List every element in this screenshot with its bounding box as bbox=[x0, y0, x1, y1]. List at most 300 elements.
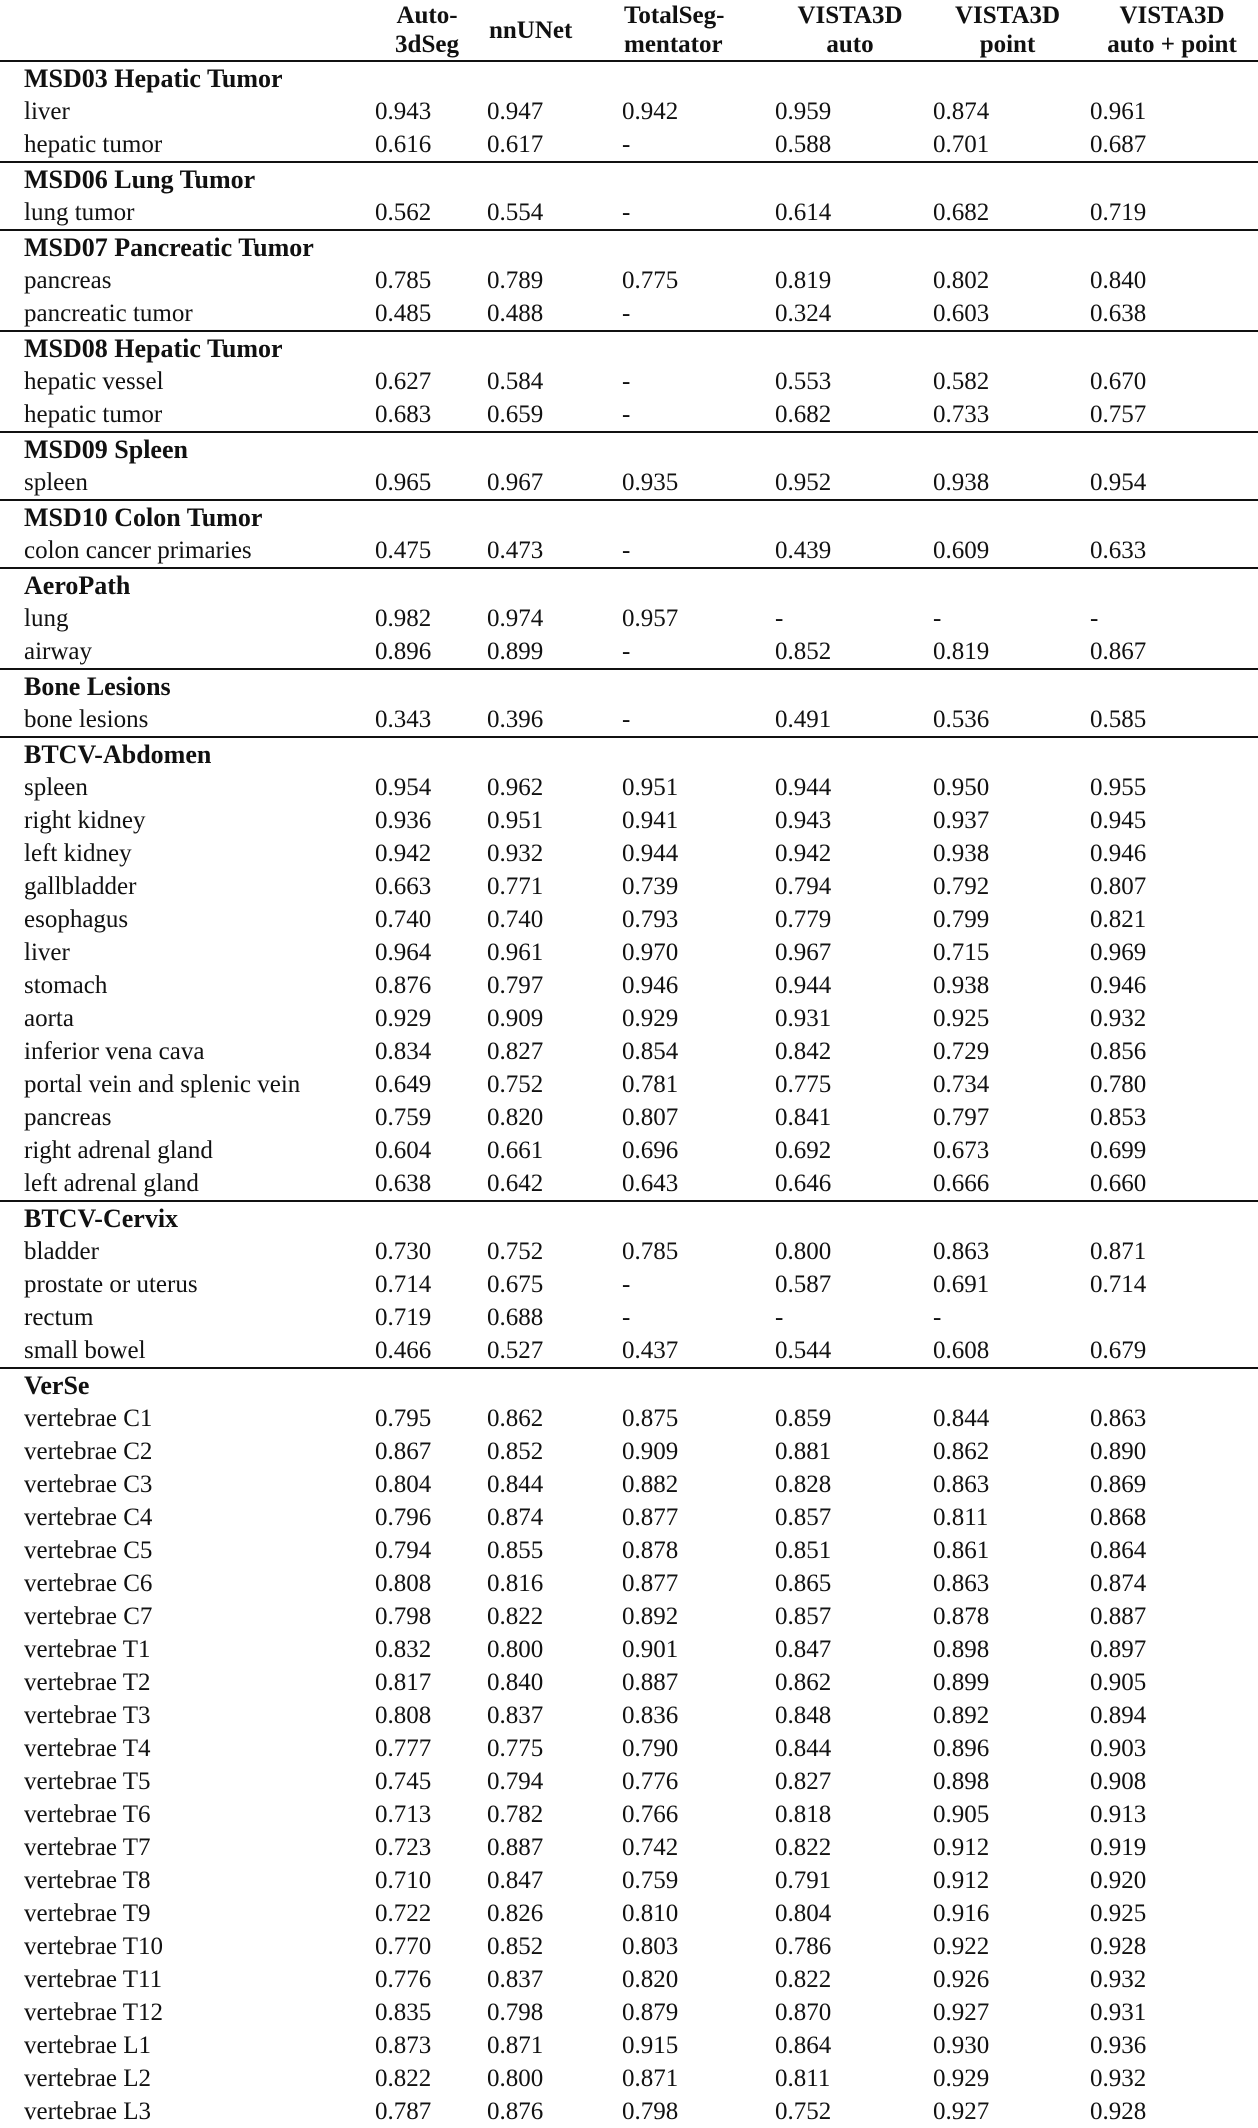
cell-nnunet: 0.909 bbox=[487, 1005, 544, 1032]
row-label: hepatic vessel bbox=[24, 368, 164, 395]
cell-auto3dseg: 0.475 bbox=[375, 537, 432, 564]
cell-auto3dseg: 0.832 bbox=[375, 1636, 432, 1663]
cell-vista3d-auto-point: 0.719 bbox=[1090, 199, 1147, 226]
table-row bbox=[0, 1567, 1258, 1600]
cell-auto3dseg: 0.822 bbox=[375, 2065, 432, 2092]
cell-vista3d-auto: 0.786 bbox=[775, 1933, 832, 1960]
row-label: inferior vena cava bbox=[24, 1038, 205, 1065]
cell-vista3d-auto: 0.931 bbox=[775, 1005, 832, 1032]
table-row bbox=[0, 771, 1258, 804]
cell-vista3d-point: 0.603 bbox=[933, 300, 990, 327]
row-label: vertebrae L2 bbox=[24, 2065, 152, 2092]
group-row bbox=[0, 432, 1258, 466]
cell-nnunet: 0.852 bbox=[487, 1933, 544, 1960]
cell-auto3dseg: 0.714 bbox=[375, 1271, 432, 1298]
cell-nnunet: 0.874 bbox=[487, 1504, 544, 1531]
table-row bbox=[0, 1167, 1258, 1201]
group-row bbox=[0, 162, 1258, 196]
cell-nnunet: 0.855 bbox=[487, 1537, 544, 1564]
cell-totalsegmentator: 0.793 bbox=[622, 906, 679, 933]
group-title: MSD09 Spleen bbox=[0, 432, 1258, 466]
cell-totalsegmentator: - bbox=[622, 300, 631, 327]
cell-vista3d-point: 0.912 bbox=[933, 1834, 990, 1861]
cell-vista3d-point: 0.863 bbox=[933, 1570, 990, 1597]
group-title: MSD10 Colon Tumor bbox=[0, 500, 1258, 534]
table-row bbox=[0, 635, 1258, 669]
cell-nnunet: 0.675 bbox=[487, 1271, 544, 1298]
cell-vista3d-auto-point: 0.585 bbox=[1090, 706, 1147, 733]
cell-vista3d-auto-point: 0.925 bbox=[1090, 1900, 1147, 1927]
group-title: MSD03 Hepatic Tumor bbox=[0, 61, 1258, 95]
cell-vista3d-point: 0.938 bbox=[933, 840, 990, 867]
cell-vista3d-auto: 0.491 bbox=[775, 706, 832, 733]
cell-totalsegmentator: - bbox=[622, 638, 631, 665]
row-label: right adrenal gland bbox=[24, 1137, 213, 1164]
row-label: airway bbox=[24, 638, 93, 665]
table-row bbox=[0, 1002, 1258, 1035]
cell-auto3dseg: 0.777 bbox=[375, 1735, 432, 1762]
cell-vista3d-auto-point: 0.714 bbox=[1090, 1271, 1147, 1298]
cell-vista3d-point: 0.799 bbox=[933, 906, 990, 933]
cell-totalsegmentator: - bbox=[622, 1271, 631, 1298]
table-row bbox=[0, 1831, 1258, 1864]
cell-totalsegmentator: 0.810 bbox=[622, 1900, 679, 1927]
cell-nnunet: 0.798 bbox=[487, 1999, 544, 2026]
cell-vista3d-auto-point: 0.887 bbox=[1090, 1603, 1147, 1630]
cell-totalsegmentator: 0.739 bbox=[622, 873, 679, 900]
table-row bbox=[0, 1334, 1258, 1368]
cell-auto3dseg: 0.627 bbox=[375, 368, 432, 395]
table-row bbox=[0, 804, 1258, 837]
row-label: vertebrae C5 bbox=[24, 1537, 153, 1564]
cell-auto3dseg: 0.466 bbox=[375, 1337, 432, 1364]
cell-vista3d-auto-point: 0.936 bbox=[1090, 2032, 1147, 2059]
cell-vista3d-point: 0.922 bbox=[933, 1933, 990, 1960]
table-row bbox=[0, 2062, 1258, 2095]
cell-vista3d-auto: 0.862 bbox=[775, 1669, 832, 1696]
cell-totalsegmentator: 0.836 bbox=[622, 1702, 679, 1729]
table-row bbox=[0, 2095, 1258, 2128]
cell-vista3d-auto-point: 0.780 bbox=[1090, 1071, 1147, 1098]
cell-totalsegmentator: 0.887 bbox=[622, 1669, 679, 1696]
cell-vista3d-auto-point: 0.868 bbox=[1090, 1504, 1147, 1531]
cell-auto3dseg: 0.817 bbox=[375, 1669, 432, 1696]
cell-totalsegmentator: 0.820 bbox=[622, 1966, 679, 1993]
row-label: spleen bbox=[24, 774, 88, 801]
row-label: right kidney bbox=[24, 807, 146, 834]
group-title: MSD07 Pancreatic Tumor bbox=[0, 230, 1258, 264]
cell-vista3d-auto: 0.943 bbox=[775, 807, 832, 834]
cell-totalsegmentator: 0.776 bbox=[622, 1768, 679, 1795]
cell-nnunet: 0.584 bbox=[487, 368, 544, 395]
table-row bbox=[0, 1402, 1258, 1435]
cell-auto3dseg: 0.795 bbox=[375, 1405, 432, 1432]
cell-vista3d-auto: 0.587 bbox=[775, 1271, 832, 1298]
cell-totalsegmentator: 0.929 bbox=[622, 1005, 679, 1032]
cell-vista3d-point: 0.863 bbox=[933, 1471, 990, 1498]
cell-totalsegmentator: - bbox=[622, 1304, 631, 1331]
cell-nnunet: 0.740 bbox=[487, 906, 544, 933]
cell-vista3d-auto-point bbox=[1086, 1301, 1258, 1334]
cell-auto3dseg: 0.759 bbox=[375, 1104, 432, 1131]
cell-vista3d-auto: 0.944 bbox=[775, 774, 832, 801]
row-label: vertebrae T8 bbox=[24, 1867, 151, 1894]
table-row bbox=[0, 1666, 1258, 1699]
cell-vista3d-auto-point: 0.932 bbox=[1090, 2065, 1147, 2092]
table-row bbox=[0, 1633, 1258, 1666]
cell-auto3dseg: 0.683 bbox=[375, 401, 432, 428]
cell-auto3dseg: 0.730 bbox=[375, 1238, 432, 1265]
group-row bbox=[0, 669, 1258, 703]
cell-nnunet: 0.961 bbox=[487, 939, 544, 966]
group-row bbox=[0, 61, 1258, 95]
cell-vista3d-point: 0.608 bbox=[933, 1337, 990, 1364]
cell-vista3d-auto: 0.865 bbox=[775, 1570, 832, 1597]
cell-vista3d-auto-point: 0.869 bbox=[1090, 1471, 1147, 1498]
cell-vista3d-auto-point: 0.955 bbox=[1090, 774, 1147, 801]
cell-vista3d-point: 0.729 bbox=[933, 1038, 990, 1065]
cell-vista3d-auto-point: 0.894 bbox=[1090, 1702, 1147, 1729]
cell-auto3dseg: 0.638 bbox=[375, 1170, 432, 1197]
row-label: portal vein and splenic vein bbox=[24, 1071, 301, 1098]
cell-auto3dseg: 0.616 bbox=[375, 131, 432, 158]
table-row bbox=[0, 1732, 1258, 1765]
row-label: hepatic tumor bbox=[24, 131, 163, 158]
table-row bbox=[0, 1301, 1258, 1334]
table-row bbox=[0, 466, 1258, 500]
cell-auto3dseg: 0.722 bbox=[375, 1900, 432, 1927]
cell-vista3d-auto: 0.752 bbox=[775, 2098, 832, 2125]
cell-vista3d-auto-point: 0.757 bbox=[1090, 401, 1147, 428]
row-label: vertebrae T10 bbox=[24, 1933, 164, 1960]
cell-totalsegmentator: 0.892 bbox=[622, 1603, 679, 1630]
group-row bbox=[0, 737, 1258, 771]
row-label: spleen bbox=[24, 469, 88, 496]
cell-totalsegmentator: 0.877 bbox=[622, 1504, 679, 1531]
cell-vista3d-auto-point: 0.821 bbox=[1090, 906, 1147, 933]
cell-auto3dseg: 0.787 bbox=[375, 2098, 432, 2125]
cell-nnunet: 0.642 bbox=[487, 1170, 544, 1197]
cell-vista3d-auto-point: 0.932 bbox=[1090, 1966, 1147, 1993]
cell-vista3d-auto-point: 0.903 bbox=[1090, 1735, 1147, 1762]
row-label: liver bbox=[24, 939, 70, 966]
cell-auto3dseg: 0.982 bbox=[375, 605, 432, 632]
cell-vista3d-auto-point: 0.932 bbox=[1090, 1005, 1147, 1032]
cell-nnunet: 0.775 bbox=[487, 1735, 544, 1762]
cell-vista3d-auto-point: 0.856 bbox=[1090, 1038, 1147, 1065]
cell-vista3d-point: 0.536 bbox=[933, 706, 990, 733]
cell-vista3d-point: 0.582 bbox=[933, 368, 990, 395]
cell-vista3d-auto-point: 0.931 bbox=[1090, 1999, 1147, 2026]
cell-vista3d-auto-point: 0.961 bbox=[1090, 98, 1147, 125]
cell-totalsegmentator: - bbox=[622, 199, 631, 226]
cell-nnunet: 0.617 bbox=[487, 131, 544, 158]
cell-auto3dseg: 0.943 bbox=[375, 98, 432, 125]
row-label: left kidney bbox=[24, 840, 132, 867]
cell-auto3dseg: 0.713 bbox=[375, 1801, 432, 1828]
table-row bbox=[0, 870, 1258, 903]
cell-vista3d-auto-point: 0.913 bbox=[1090, 1801, 1147, 1828]
group-title: BTCV-Cervix bbox=[0, 1201, 1258, 1235]
cell-vista3d-auto: 0.841 bbox=[775, 1104, 832, 1131]
header-vista3d-point: VISTA3D point bbox=[954, 2, 1061, 58]
cell-nnunet: 0.820 bbox=[487, 1104, 544, 1131]
cell-nnunet: 0.752 bbox=[487, 1071, 544, 1098]
cell-vista3d-auto-point: 0.946 bbox=[1090, 840, 1147, 867]
cell-nnunet: 0.974 bbox=[487, 605, 544, 632]
cell-totalsegmentator: 0.785 bbox=[622, 1238, 679, 1265]
group-row bbox=[0, 500, 1258, 534]
row-label: pancreatic tumor bbox=[24, 300, 193, 327]
cell-vista3d-point: - bbox=[933, 1304, 942, 1331]
table-row bbox=[0, 1435, 1258, 1468]
cell-vista3d-auto-point: 0.920 bbox=[1090, 1867, 1147, 1894]
table-row bbox=[0, 602, 1258, 635]
table-row bbox=[0, 969, 1258, 1002]
cell-vista3d-point: 0.925 bbox=[933, 1005, 990, 1032]
cell-nnunet: 0.837 bbox=[487, 1966, 544, 1993]
cell-totalsegmentator: 0.807 bbox=[622, 1104, 679, 1131]
cell-totalsegmentator: 0.942 bbox=[622, 98, 679, 125]
cell-auto3dseg: 0.936 bbox=[375, 807, 432, 834]
cell-vista3d-auto-point: 0.807 bbox=[1090, 873, 1147, 900]
cell-vista3d-auto: 0.779 bbox=[775, 906, 832, 933]
cell-totalsegmentator: 0.901 bbox=[622, 1636, 679, 1663]
cell-auto3dseg: 0.798 bbox=[375, 1603, 432, 1630]
cell-vista3d-auto: 0.800 bbox=[775, 1238, 832, 1265]
cell-totalsegmentator: 0.871 bbox=[622, 2065, 679, 2092]
row-label: vertebrae C3 bbox=[24, 1471, 153, 1498]
cell-auto3dseg: 0.770 bbox=[375, 1933, 432, 1960]
cell-vista3d-point: 0.912 bbox=[933, 1867, 990, 1894]
cell-nnunet: 0.899 bbox=[487, 638, 544, 665]
table-row bbox=[0, 1534, 1258, 1567]
cell-vista3d-point: 0.898 bbox=[933, 1768, 990, 1795]
table-row bbox=[0, 837, 1258, 870]
cell-vista3d-auto-point: 0.946 bbox=[1090, 972, 1147, 999]
table-row bbox=[0, 1699, 1258, 1732]
table-row bbox=[0, 1996, 1258, 2029]
cell-vista3d-auto: 0.553 bbox=[775, 368, 832, 395]
cell-vista3d-point: 0.609 bbox=[933, 537, 990, 564]
cell-totalsegmentator: 0.915 bbox=[622, 2032, 679, 2059]
table-row bbox=[0, 1134, 1258, 1167]
cell-auto3dseg: 0.876 bbox=[375, 972, 432, 999]
cell-vista3d-point: 0.892 bbox=[933, 1702, 990, 1729]
cell-auto3dseg: 0.896 bbox=[375, 638, 432, 665]
cell-vista3d-point: 0.666 bbox=[933, 1170, 990, 1197]
cell-vista3d-auto-point: 0.670 bbox=[1090, 368, 1147, 395]
table-row bbox=[0, 1765, 1258, 1798]
row-label: gallbladder bbox=[24, 873, 137, 900]
header-totalsegmentator: TotalSeg- mentator bbox=[624, 2, 725, 58]
cell-vista3d-auto: 0.967 bbox=[775, 939, 832, 966]
cell-vista3d-auto: 0.848 bbox=[775, 1702, 832, 1729]
cell-nnunet: 0.752 bbox=[487, 1238, 544, 1265]
cell-vista3d-point: 0.916 bbox=[933, 1900, 990, 1927]
cell-vista3d-auto: 0.870 bbox=[775, 1999, 832, 2026]
cell-totalsegmentator: 0.854 bbox=[622, 1038, 679, 1065]
cell-nnunet: 0.827 bbox=[487, 1038, 544, 1065]
row-label: pancreas bbox=[24, 267, 112, 294]
cell-nnunet: 0.797 bbox=[487, 972, 544, 999]
cell-nnunet: 0.871 bbox=[487, 2032, 544, 2059]
row-label: lung tumor bbox=[24, 199, 135, 226]
header-nnunet: nnUNet bbox=[489, 16, 573, 44]
cell-vista3d-auto-point: 0.897 bbox=[1090, 1636, 1147, 1663]
cell-totalsegmentator: 0.759 bbox=[622, 1867, 679, 1894]
cell-auto3dseg: 0.719 bbox=[375, 1304, 432, 1331]
cell-vista3d-auto-point: 0.945 bbox=[1090, 807, 1147, 834]
table-row bbox=[0, 196, 1258, 230]
cell-auto3dseg: 0.929 bbox=[375, 1005, 432, 1032]
cell-auto3dseg: 0.808 bbox=[375, 1702, 432, 1729]
cell-vista3d-auto: 0.791 bbox=[775, 1867, 832, 1894]
group-row bbox=[0, 1201, 1258, 1235]
cell-totalsegmentator: 0.775 bbox=[622, 267, 679, 294]
cell-vista3d-point: 0.930 bbox=[933, 2032, 990, 2059]
cell-totalsegmentator: 0.878 bbox=[622, 1537, 679, 1564]
cell-vista3d-auto-point: 0.928 bbox=[1090, 2098, 1147, 2125]
cell-vista3d-auto: 0.614 bbox=[775, 199, 832, 226]
cell-auto3dseg: 0.794 bbox=[375, 1537, 432, 1564]
row-label: aorta bbox=[24, 1005, 74, 1032]
group-row bbox=[0, 568, 1258, 602]
table-row bbox=[0, 365, 1258, 398]
table-row bbox=[0, 1897, 1258, 1930]
cell-auto3dseg: 0.835 bbox=[375, 1999, 432, 2026]
cell-nnunet: 0.951 bbox=[487, 807, 544, 834]
cell-auto3dseg: 0.965 bbox=[375, 469, 432, 496]
table-row bbox=[0, 903, 1258, 936]
cell-nnunet: 0.967 bbox=[487, 469, 544, 496]
cell-vista3d-auto-point: 0.864 bbox=[1090, 1537, 1147, 1564]
row-label: vertebrae C7 bbox=[24, 1603, 153, 1630]
cell-nnunet: 0.488 bbox=[487, 300, 544, 327]
cell-vista3d-point: 0.937 bbox=[933, 807, 990, 834]
table-row bbox=[0, 1068, 1258, 1101]
cell-nnunet: 0.800 bbox=[487, 1636, 544, 1663]
cell-auto3dseg: 0.954 bbox=[375, 774, 432, 801]
cell-totalsegmentator: 0.781 bbox=[622, 1071, 679, 1098]
cell-vista3d-point: 0.929 bbox=[933, 2065, 990, 2092]
group-title: MSD06 Lung Tumor bbox=[0, 162, 1258, 196]
cell-auto3dseg: 0.834 bbox=[375, 1038, 432, 1065]
cell-nnunet: 0.527 bbox=[487, 1337, 544, 1364]
cell-vista3d-auto-point: 0.863 bbox=[1090, 1405, 1147, 1432]
cell-vista3d-auto: 0.646 bbox=[775, 1170, 832, 1197]
row-label: vertebrae C6 bbox=[24, 1570, 153, 1597]
header-row bbox=[0, 0, 1258, 61]
cell-auto3dseg: 0.710 bbox=[375, 1867, 432, 1894]
table-row bbox=[0, 1600, 1258, 1633]
cell-vista3d-auto-point: 0.679 bbox=[1090, 1337, 1147, 1364]
cell-vista3d-auto-point: 0.867 bbox=[1090, 638, 1147, 665]
cell-totalsegmentator: 0.935 bbox=[622, 469, 679, 496]
cell-auto3dseg: 0.796 bbox=[375, 1504, 432, 1531]
row-label: lung bbox=[24, 605, 69, 632]
header-vista3d-auto: VISTA3D auto bbox=[797, 2, 903, 58]
row-label: small bowel bbox=[24, 1337, 146, 1364]
table-row bbox=[0, 1235, 1258, 1268]
cell-vista3d-auto: 0.439 bbox=[775, 537, 832, 564]
row-label: colon cancer primaries bbox=[24, 537, 252, 564]
cell-vista3d-auto: 0.588 bbox=[775, 131, 832, 158]
table-header bbox=[0, 0, 1258, 61]
cell-vista3d-auto: 0.952 bbox=[775, 469, 832, 496]
cell-vista3d-auto: 0.692 bbox=[775, 1137, 832, 1164]
row-label: vertebrae T5 bbox=[24, 1768, 151, 1795]
cell-totalsegmentator: 0.946 bbox=[622, 972, 679, 999]
row-label: prostate or uterus bbox=[24, 1271, 198, 1298]
cell-vista3d-point: 0.682 bbox=[933, 199, 990, 226]
cell-vista3d-point: 0.927 bbox=[933, 1999, 990, 2026]
cell-vista3d-point: 0.819 bbox=[933, 638, 990, 665]
cell-vista3d-auto-point: 0.853 bbox=[1090, 1104, 1147, 1131]
row-label: vertebrae T9 bbox=[24, 1900, 151, 1927]
table-body bbox=[0, 61, 1258, 2128]
table-row bbox=[0, 1101, 1258, 1134]
cell-vista3d-auto-point: 0.969 bbox=[1090, 939, 1147, 966]
cell-vista3d-point: 0.733 bbox=[933, 401, 990, 428]
cell-totalsegmentator: - bbox=[622, 368, 631, 395]
cell-totalsegmentator: - bbox=[622, 537, 631, 564]
cell-vista3d-point: 0.899 bbox=[933, 1669, 990, 1696]
cell-vista3d-point: 0.862 bbox=[933, 1438, 990, 1465]
cell-nnunet: 0.947 bbox=[487, 98, 544, 125]
cell-vista3d-point: 0.691 bbox=[933, 1271, 990, 1298]
cell-auto3dseg: 0.776 bbox=[375, 1966, 432, 1993]
cell-vista3d-point: 0.878 bbox=[933, 1603, 990, 1630]
cell-vista3d-auto-point: 0.687 bbox=[1090, 131, 1147, 158]
row-label: vertebrae T12 bbox=[24, 1999, 164, 2026]
row-label: rectum bbox=[24, 1304, 94, 1331]
cell-vista3d-auto-point: 0.908 bbox=[1090, 1768, 1147, 1795]
cell-vista3d-point: 0.673 bbox=[933, 1137, 990, 1164]
row-label: vertebrae T3 bbox=[24, 1702, 151, 1729]
cell-nnunet: 0.789 bbox=[487, 267, 544, 294]
cell-vista3d-auto: 0.857 bbox=[775, 1504, 832, 1531]
header-auto3dseg: Auto- 3dSeg bbox=[395, 2, 459, 58]
cell-vista3d-auto: 0.852 bbox=[775, 638, 832, 665]
cell-nnunet: 0.847 bbox=[487, 1867, 544, 1894]
cell-auto3dseg: 0.942 bbox=[375, 840, 432, 867]
cell-vista3d-auto: 0.822 bbox=[775, 1966, 832, 1993]
cell-auto3dseg: 0.562 bbox=[375, 199, 432, 226]
table-row bbox=[0, 297, 1258, 331]
cell-nnunet: 0.932 bbox=[487, 840, 544, 867]
cell-totalsegmentator: 0.882 bbox=[622, 1471, 679, 1498]
cell-totalsegmentator: - bbox=[622, 401, 631, 428]
cell-vista3d-auto: 0.864 bbox=[775, 2032, 832, 2059]
cell-vista3d-point: 0.926 bbox=[933, 1966, 990, 1993]
table-row bbox=[0, 2029, 1258, 2062]
cell-totalsegmentator: 0.957 bbox=[622, 605, 679, 632]
table-row bbox=[0, 1468, 1258, 1501]
row-label: liver bbox=[24, 98, 70, 125]
cell-vista3d-point: 0.938 bbox=[933, 972, 990, 999]
cell-vista3d-point: 0.863 bbox=[933, 1238, 990, 1265]
row-label: vertebrae T4 bbox=[24, 1735, 151, 1762]
row-label: vertebrae L3 bbox=[24, 2098, 152, 2125]
cell-totalsegmentator: 0.875 bbox=[622, 1405, 679, 1432]
row-label: vertebrae C1 bbox=[24, 1405, 153, 1432]
cell-vista3d-auto-point: 0.840 bbox=[1090, 267, 1147, 294]
group-title: VerSe bbox=[0, 1368, 1258, 1402]
row-label: vertebrae T1 bbox=[24, 1636, 151, 1663]
cell-vista3d-auto: 0.842 bbox=[775, 1038, 832, 1065]
row-label: stomach bbox=[24, 972, 108, 999]
